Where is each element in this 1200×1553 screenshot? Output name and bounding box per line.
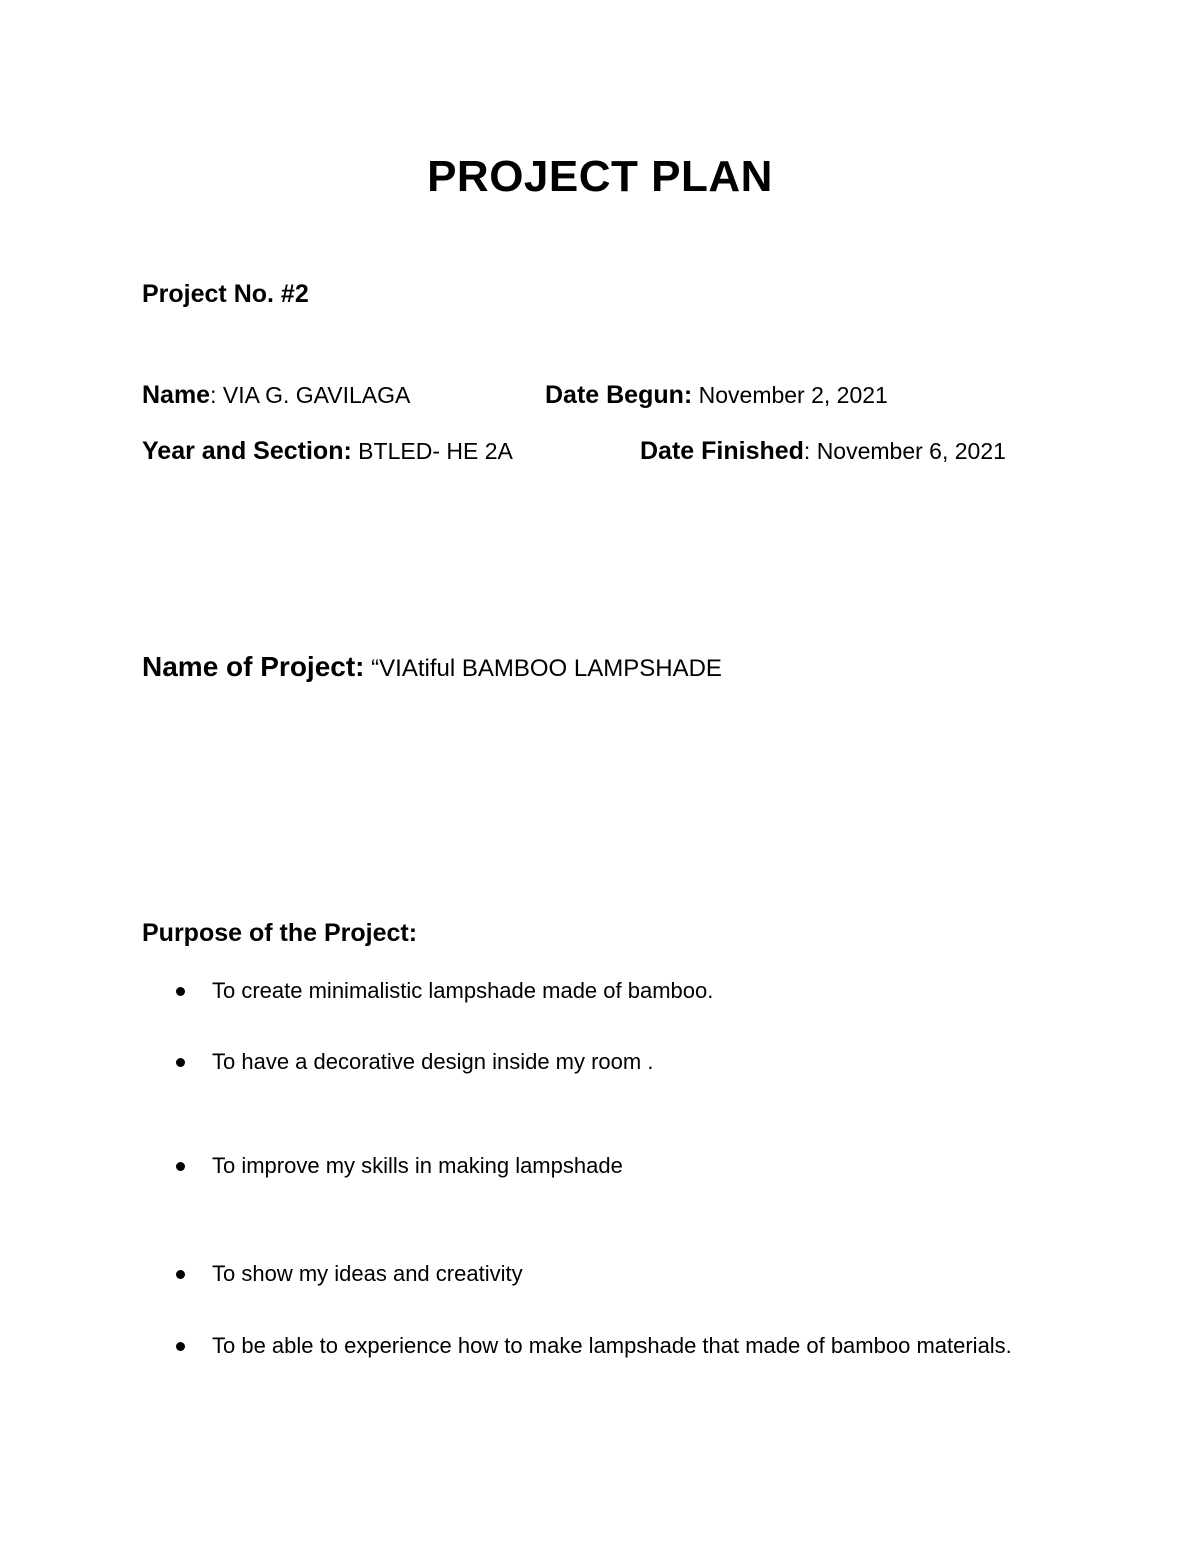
name-label: Name xyxy=(142,381,211,409)
purpose-text: To be able to experience how to make lampshade that made of bamboo materials. xyxy=(212,1333,1012,1358)
year-section-label: Year and Section: xyxy=(142,437,352,465)
list-item xyxy=(176,972,1036,1009)
year-section-value: BTLED- HE 2A xyxy=(351,438,513,464)
date-finished-row xyxy=(640,437,1006,466)
date-finished-value: : November 6, 2021 xyxy=(803,438,1006,464)
date-begun-row xyxy=(545,381,888,410)
project-name-label: Name of Project: xyxy=(142,651,365,682)
purpose-text: To create minimalistic lampshade made of bamboo. xyxy=(212,978,714,1003)
list-item xyxy=(176,1255,1036,1292)
bullet-icon xyxy=(176,987,185,996)
bullet-icon xyxy=(176,1270,185,1279)
bullet-icon xyxy=(176,1342,185,1351)
date-begun-value: November 2, 2021 xyxy=(692,382,888,408)
purpose-text: To improve my skills in making lampshade xyxy=(212,1153,623,1178)
list-item xyxy=(176,1147,1036,1184)
name-value: : VIA G. GAVILAGA xyxy=(210,382,411,408)
list-item xyxy=(176,1327,1036,1364)
list-item xyxy=(176,1043,1036,1080)
date-begun-label: Date Begun: xyxy=(545,381,693,409)
purpose-text: To have a decorative design inside my room . xyxy=(212,1049,654,1074)
bullet-icon xyxy=(176,1058,185,1067)
purpose-heading: Purpose of the Project: xyxy=(142,919,418,947)
project-name-value: “VIAtiful BAMBOO LAMPSHADE xyxy=(364,655,722,682)
name-row xyxy=(142,381,410,410)
year-section-row xyxy=(142,437,513,466)
project-number: Project No. #2 xyxy=(142,280,309,308)
page-title: PROJECT PLAN xyxy=(427,152,773,201)
bullet-icon xyxy=(176,1162,185,1171)
project-name-row xyxy=(142,651,722,683)
purpose-text: To show my ideas and creativity xyxy=(212,1261,523,1286)
date-finished-label: Date Finished xyxy=(640,437,804,465)
